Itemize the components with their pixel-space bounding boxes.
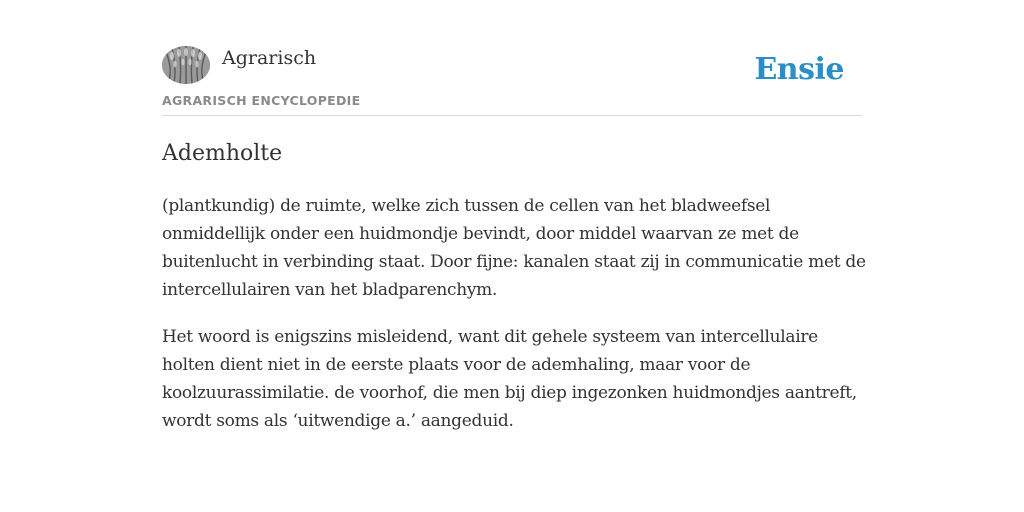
article-paragraph: Het woord is enigszins misleidend, want dit gehele systeem van intercellulaire holten dient niet in de eerste plaats voor de ademhaling, maar voor de koolzuurassimilatie. de voorhof, die men bij diep ingezonken huidmondjes aantreft, wordt soms als ‘uitwendige a.’ aangeduid. <box>162 327 857 431</box>
wheat-icon[interactable] <box>162 46 210 84</box>
site-subtitle: AGRARISCH ENCYCLOPEDIE <box>162 93 361 108</box>
article-body <box>162 192 866 454</box>
article-title: Ademholte <box>162 141 283 166</box>
article-paragraph: (plantkundig) de ruimte, welke zich tussen de cellen van het bladweefsel onmiddellijk onder een huidmondje bevindt, door middel waarvan ze met de buitenlucht in verbinding staat. Door fijne: kanalen staat zij in communicatie met de intercellulairen van het bladparenchym. <box>162 196 866 300</box>
site-header <box>162 40 862 116</box>
site-name[interactable]: Agrarisch <box>222 47 317 69</box>
brand-logo-link[interactable]: Ensie <box>754 52 844 87</box>
